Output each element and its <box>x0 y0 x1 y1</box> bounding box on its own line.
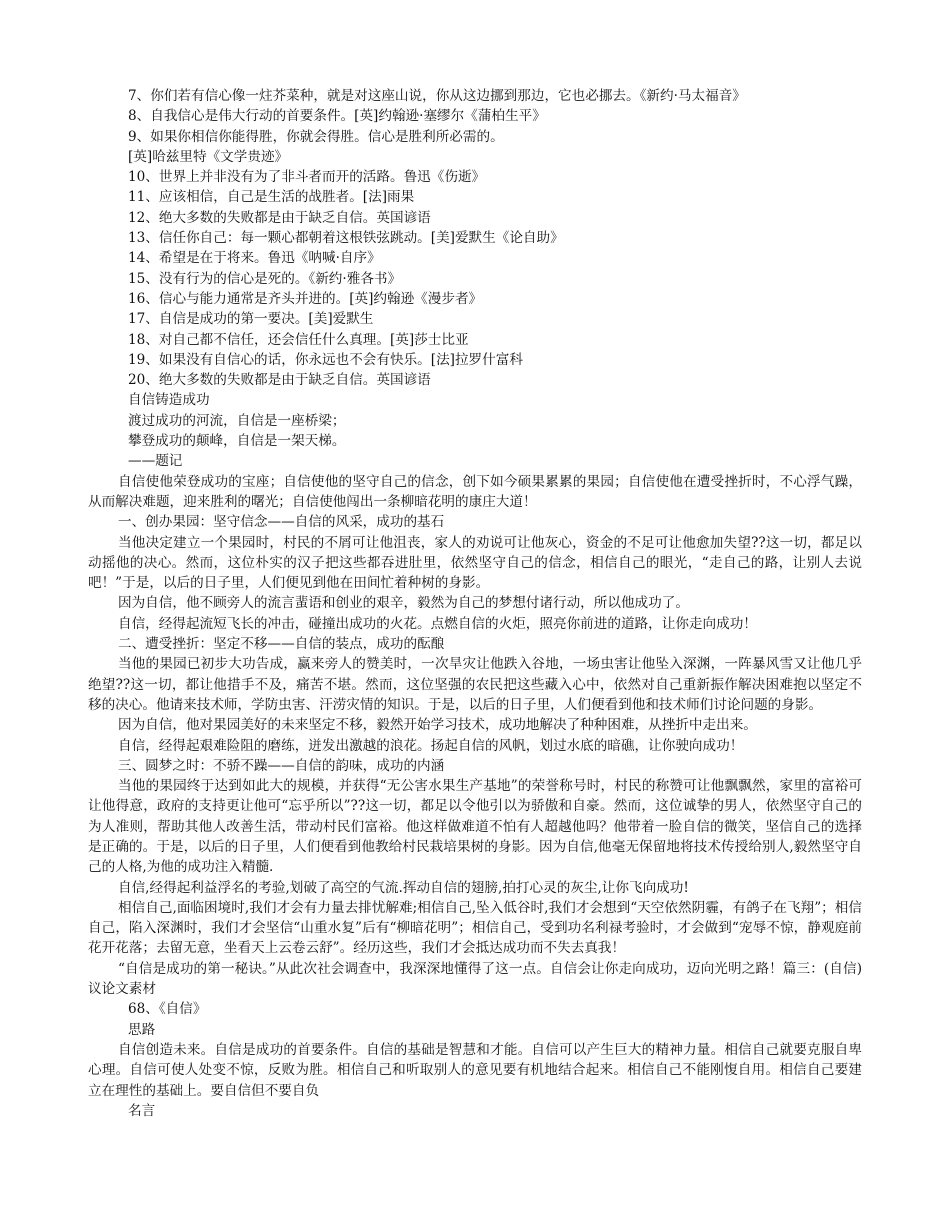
paragraph: 当他的果园已初步大功告成，赢来旁人的赞美时，一次旱灾让他跌入谷地，一场虫害让他坠入深渊，一阵暴风雪又让他几乎绝望??这一切，都让他措手不及，痛苦不堪。然而，这位坚强的农民把这些藏入心中，依然对自己重新振作解决困难抱以坚定不移的决心。他请来技术师，学防虫害、汗涝灾情的知识。于是，以后的日子里，人们便看到他和技术师们讨论问题的身影。 <box>88 656 862 713</box>
section-heading: 一、创办果园：坚守信念——自信的风采，成功的基石 <box>118 514 445 531</box>
quote-item: 17、自信是成功的第一要决。[美]爱默生 <box>128 311 374 328</box>
quote-item: 20、绝大多数的失败都是由于缺乏自信。英国谚语 <box>128 372 431 389</box>
paragraph: 自信，经得起艰难险阻的磨练，迸发出激越的浪花。扬起自信的风帆，划过水底的暗礁，让你驶向成功！ <box>118 737 744 754</box>
section-heading: 二、遭受挫折：坚定不移——自信的装点，成功的酝酿 <box>118 636 445 653</box>
paragraph: 自信创造未来。自信是成功的首要条件。自信的基础是智慧和才能。自信可以产生巨大的精神力量。相信自己就要克服自卑心理。自信可使人处变不惊，反败为胜。相信自己和听取别人的意见要有机地结合起来。相信自己不能刚愎自用。相信自己要建立在理性的基础上。要自信但不要自负 <box>88 1041 862 1099</box>
subheading: 名言 <box>128 1102 156 1119</box>
paragraph: 自信，经得起流短飞长的冲击，碰撞出成功的火花。点燃自信的火炬，照亮你前进的道路，让你走向成功！ <box>118 615 757 632</box>
paragraph: 因为自信，他不顾旁人的流言蜚语和创业的艰辛，毅然为自己的梦想付诸行动，所以他成功了。 <box>118 595 689 612</box>
quote-item: 14、希望是在于将来。鲁迅《呐喊·自序》 <box>128 250 381 267</box>
quote-item: 9、如果你相信你能得胜，你就会得胜。信心是胜利所必需的。 <box>128 128 504 145</box>
quote-item: 11、应该相信，自己是生活的战胜者。[法]雨果 <box>128 189 415 206</box>
quote-item: 13、信任你自己：每一颗心都朝着这根铁弦跳动。[美]爱默生《论自助》 <box>128 230 564 247</box>
quote-item: 19、如果没有自信心的话，你永远也不会有快乐。[法]拉罗什富科 <box>128 351 523 368</box>
quote-item: 7、你们若有信心像一炷芥菜种，就是对这座山说，你从这边挪到那边，它也必挪去。《新约·马太福音》 <box>128 88 746 104</box>
section-68 <box>88 999 862 1121</box>
quote-item: 10、世界上并非没有为了非斗者而开的活路。鲁迅《伤逝》 <box>128 169 486 186</box>
essay-intro: 自信使他荣登成功的宝座；自信使他的坚守自己的信念，创下如今硕果累累的果园；自信使他在遭受挫折时，不心浮气躁，从而解决难题，迎来胜利的曙光；自信使他闯出一条柳暗花明的康庄大道！ <box>88 473 862 510</box>
essay <box>88 390 862 999</box>
poem-line: 攀登成功的颠峰，自信是一架天梯。 <box>128 433 346 450</box>
subheading: 思路 <box>128 1021 156 1038</box>
poem-line: 渡过成功的河流，自信是一座桥梁； <box>128 412 346 429</box>
paragraph: 自信,经得起利益浮名的考验,划破了高空的气流.挥动自信的翅膀,拍打心灵的灰尘,让你飞向成功! <box>118 879 689 896</box>
section-title: 68、《自信》 <box>128 1001 207 1018</box>
quote-item: 15、没有行为的信心是死的。《新约·雅各书》 <box>128 270 402 287</box>
epigraph-attribution: ——题记 <box>128 453 183 470</box>
quote-list <box>88 86 862 390</box>
paragraph: 相信自己,面临困境时,我们才会有力量去排忧解难;相信自己,坠入低谷时,我们才会想到“天空依然阴霾，有鸽子在飞翔”；相信自己，陷入深渊时，我们才会坚信“山重水复”后有“柳暗花明”；相信自己，受到功名利禄考验时，才会做到“宠辱不惊，静观庭前花开花落；去留无意，坐看天上云卷云舒”。经历这些，我们才会抵达成功而不失去真我！ <box>88 899 862 957</box>
paragraph: 因为自信，他对果园美好的未来坚定不移，毅然开始学习技术，成功地解决了种种困难，从挫折中走出来。 <box>118 717 757 734</box>
quote-item: 16、信心与能力通常是齐头并进的。[英]约翰逊《漫步者》 <box>128 290 483 307</box>
document-page <box>88 86 862 1121</box>
quote-item: [英]哈兹里特《文学贵迹》 <box>128 148 289 165</box>
paragraph: 当他的果园终于达到如此大的规模，并获得“无公害水果生产基地”的荣誉称号时，村民的称赞可让他飘飘然，家里的富裕可让他得意，政府的支持更让他可“忘乎所以”??这一切，都足以令他引以为骄傲和自豪。然而，这位诚挚的男人，依然坚守自己的为人准则，帮助其他人改善生活，带动村民们富裕。他这样做难道不怕有人超越他吗？他带着一脸自信的微笑，坚信自己的选择是正确的。于是，以后的日子里，人们便看到他教给村民栽培果树的身影。因为自信,他毫无保留地将技术传授给别人,毅然坚守自己的人格,为他的成功注入精髓. <box>88 778 862 876</box>
paragraph: 当他决定建立一个果园时，村民的不屑可让他沮丧，家人的劝说可让他灰心，资金的不足可让他愈加失望??这一切，都足以动摇他的决心。然而，这位朴实的汉子把这些都吞进肚里，依然坚守自己的信念，相信自己的眼光，“走自己的路，让别人去说吧！”于是，以后的日子里，人们便见到他在田间忙着种树的身影。 <box>88 534 862 592</box>
quote-item: 18、对自己都不信任，还会信任什么真理。[英]莎士比亚 <box>128 331 469 348</box>
quote-item: 12、绝大多数的失败都是由于缺乏自信。英国谚语 <box>128 209 431 226</box>
quote-item: 8、自我信心是伟大行动的首要条件。[英]约翰逊·塞缪尔《蒲柏生平》 <box>128 108 546 125</box>
section-heading: 三、圆梦之时：不骄不躁——自信的韵味，成功的内涵 <box>118 757 445 774</box>
essay-title: 自信铸造成功 <box>128 392 210 409</box>
paragraph: “自信是成功的第一秘诀。”从此次社会调查中，我深深地懂得了这一点。自信会让你走向成功，迈向光明之路！篇三：(自信)议论文素材 <box>88 960 862 998</box>
